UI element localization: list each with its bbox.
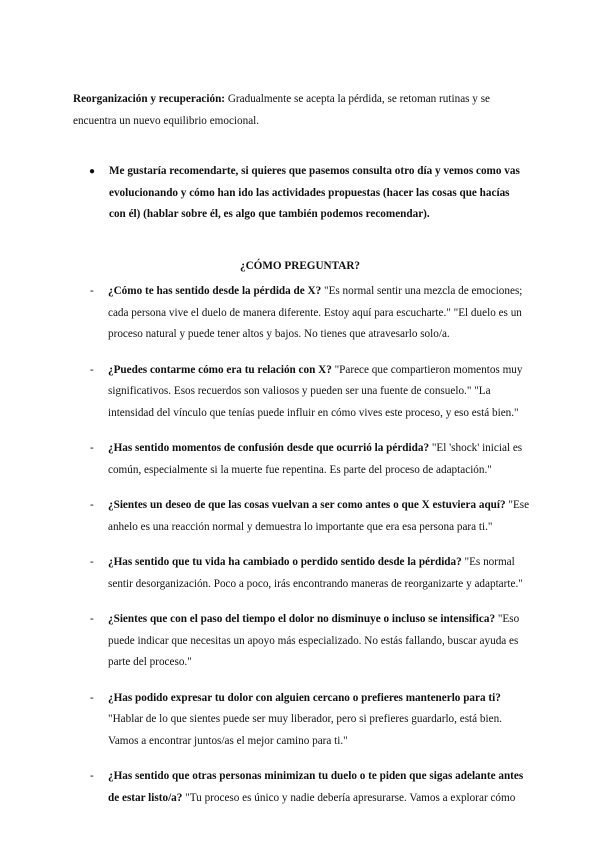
question-item xyxy=(90,609,530,674)
bullet-icon: ● xyxy=(89,166,96,177)
dash-marker: - xyxy=(90,363,94,376)
question-item xyxy=(90,438,530,481)
dash-marker: - xyxy=(90,770,94,782)
dash-marker: - xyxy=(90,613,94,625)
dash-marker: - xyxy=(90,691,94,704)
answer-text: "Ese anhelo es una reacción normal y demuestra lo importante que era esa persona para ti." xyxy=(108,499,530,533)
dash-marker: - xyxy=(90,499,94,511)
question-text: ¿Sientes que con el paso del tiempo el dolor no disminuye o incluso se intensifica? xyxy=(108,613,496,625)
section-heading: ¿CÓMO PREGUNTAR? xyxy=(239,260,361,272)
intro-text: Gradualmente se acepta la pérdida, se retoman rutinas y se encuentra un nuevo equilibrio emocional. xyxy=(73,93,491,127)
answer-text: "Hablar de lo que sientes puede ser muy liberador, pero si prefieres guardarlo, está bien. Vamos a encontrar juntos/as el mejor camino para ti." xyxy=(108,713,502,747)
question-text: ¿Puedes contarme cómo era tu relación con X? xyxy=(108,363,332,376)
recommendation-text: Me gustaría recomendarte, si quieres que pasemos consulta otro día y vemos como vas evolucionando y cómo han ido las actividades propuestas (hacer las cosas que hacías con él) (hablar sobre él, es algo que también podemos recomendar). xyxy=(109,165,520,220)
answer-text: "Es normal sentir una mezcla de emociones; cada persona vive el duelo de manera diferente. Estoy aquí para escucharte." "El duelo es un proceso natural y puede tener altos y bajos. No tienes que atravesarlo solo/a. xyxy=(108,285,523,340)
recommendation-bullet-item xyxy=(89,161,529,226)
question-text: ¿Sientes un deseo de que las cosas vuelvan a ser como antes o que X estuviera aquí? xyxy=(108,499,506,511)
answer-text: "Parece que compartieron momentos muy significativos. Esos recuerdos son valiosos y pueden ser una fuente de consuelo." "La intensidad del vínculo que tenías puede influir en cómo vives este proceso, y eso está bien." xyxy=(108,363,523,419)
question-text: ¿Has podido expresar tu dolor con alguien cercano o prefieres mantenerlo para ti? xyxy=(108,691,501,704)
answer-text: "Es normal sentir desorganización. Poco a poco, irás encontrando maneras de reorganizarte y adaptarte." xyxy=(108,556,523,590)
question-list xyxy=(90,281,530,823)
question-item xyxy=(90,360,530,425)
question-text: ¿Has sentido que otras personas minimizan tu duelo o te piden que sigas adelante antes de estar listo/a? xyxy=(108,770,524,804)
dash-marker: - xyxy=(90,285,94,297)
dash-marker: - xyxy=(90,556,94,568)
question-item xyxy=(90,495,530,538)
question-text: ¿Cómo te has sentido desde la pérdida de X? xyxy=(108,285,322,297)
answer-text: "El 'shock' inicial es común, especialmente si la muerte fue repentina. Es parte del proceso de adaptación." xyxy=(108,442,523,476)
question-item xyxy=(90,688,530,753)
answer-text: "Eso puede indicar que necesitas un apoyo más especializado. No estás fallando, buscar ayuda es parte del proceso." xyxy=(108,613,520,668)
answer-text: "Tu proceso es único y nadie debería apresurarse. Vamos a explorar cómo xyxy=(182,791,516,804)
question-text: ¿Has sentido momentos de confusión desde que ocurrió la pérdida? xyxy=(108,442,430,454)
question-text: ¿Has sentido que tu vida ha cambiado o perdido sentido desde la pérdida? xyxy=(108,556,462,568)
question-item xyxy=(90,281,530,346)
question-item xyxy=(90,766,530,809)
dash-marker: - xyxy=(90,442,94,454)
intro-bold: Reorganización y recuperación: xyxy=(73,93,226,105)
question-item xyxy=(90,552,530,595)
intro-paragraph xyxy=(73,89,528,132)
